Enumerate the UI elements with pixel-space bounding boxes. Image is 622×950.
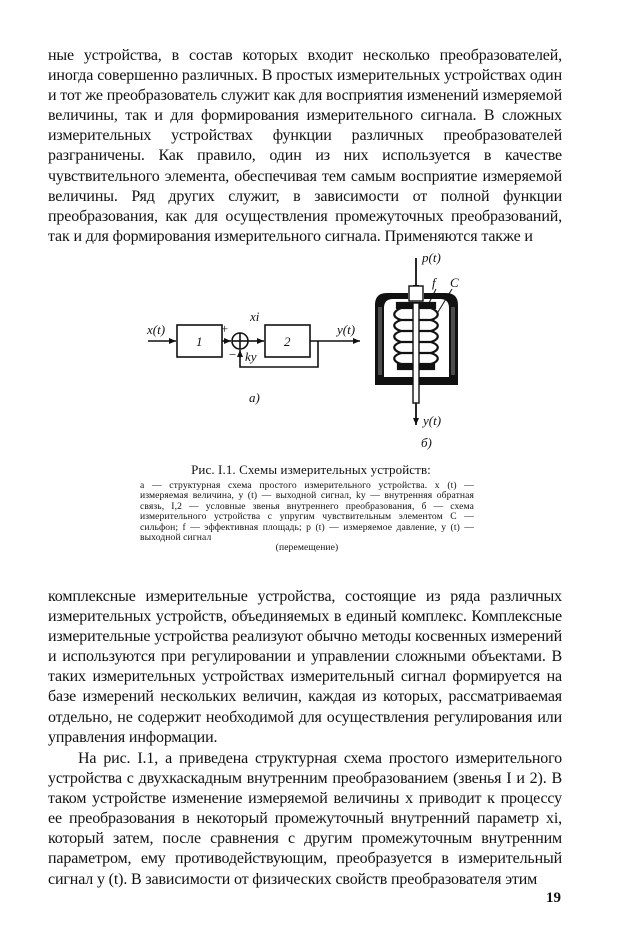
body-paragraph-2: комплексные измерительные устройства, состоящие из ряда различных измерительных устройств, объединяемых в единый комплекс. Комплексные измерительные устройства реализуют обычно методы косвенных измерений и используются при регулировании и управлении сложными объектами. В таких измерительных устройствах измерительный сигнал формируется на базе измерений нескольких величин, каждая из которых, рассматриваемая отдельно, не содержит необходимой для осуществления регулирования или управления информации.	[48, 588, 562, 746]
figure-caption-body	[140, 481, 474, 554]
label-plus: +	[220, 321, 229, 336]
label-ky: ky	[245, 349, 257, 364]
label-p-of-t: p(t)	[422, 250, 441, 265]
label-xi: xi	[250, 309, 260, 324]
figure-caption-title: Рис. I.1. Схемы измерительных устройств:	[191, 462, 431, 477]
figure-i1	[0, 248, 622, 463]
rod	[413, 303, 419, 403]
sublabel-b: б)	[421, 435, 432, 450]
label-minus: −	[228, 347, 237, 362]
sublabel-a: a)	[249, 390, 260, 405]
label-x-of-t: x(t)	[147, 322, 166, 337]
label-C: C	[450, 275, 459, 290]
bellows-diagram-b	[375, 258, 458, 425]
body-paragraph-3: На рис. I.1, а приведена структурная схема простого измерительного устройства с двухкаскадным внутренним преобразованием (звенья I и 2). В таком устройстве изменение измеряемой величины x приводит к процессу ее преобразования в некоторый промежуточный внутренний параметр xi, который затем, после сравнения с другим промежуточным внутренним параметром, ему противодействующим, преобразуется в измерительный сигнал y (t). В зависимости от физических свойств преобразователя этим	[48, 750, 562, 888]
body-paragraph-1: ные устройства, в состав которых входит несколько преобразователей, иногда совершенно различных. В простых измерительных устройствах один и тот же преобразователь служит как для восприятия изменений измеряемой величины, так и для формирования измерительного сигнала. В сложных измерительных устройствах функции различных преобразователей разграничены. Как правило, один из них используется в качестве чувствительного элемента, обеспечивая тем самым восприятие измеряемой величины. Ряд других служит, в зависимости от полной функции преобразования, как для осуществления промежуточных преобразований, так и для формирования измерительного сигнала. Применяются также и	[48, 47, 562, 245]
label-block-1: 1	[196, 334, 203, 349]
label-y-of-t-b: y(t)	[423, 413, 442, 428]
label-y-of-t-a: y(t)	[337, 322, 356, 337]
figure-caption-end: (перемещение)	[275, 542, 339, 554]
label-f: f	[432, 275, 436, 290]
figure-caption-text: а — структурная схема простого измерительного устройства. x (t) — измеряемая величина, y (t) — выходной сигнал, ky — внутренняя обратная связь, I,2 — условные звенья внутреннего преобразования, б — схема измерительного устройства с упругим чувствительным элементом C — сильфон; f — эффективная площадь; p (t) — измеряемое давление, y (t) — выходной сигнал	[140, 480, 474, 544]
label-block-2: 2	[284, 334, 291, 349]
page-number: 19	[546, 890, 561, 906]
